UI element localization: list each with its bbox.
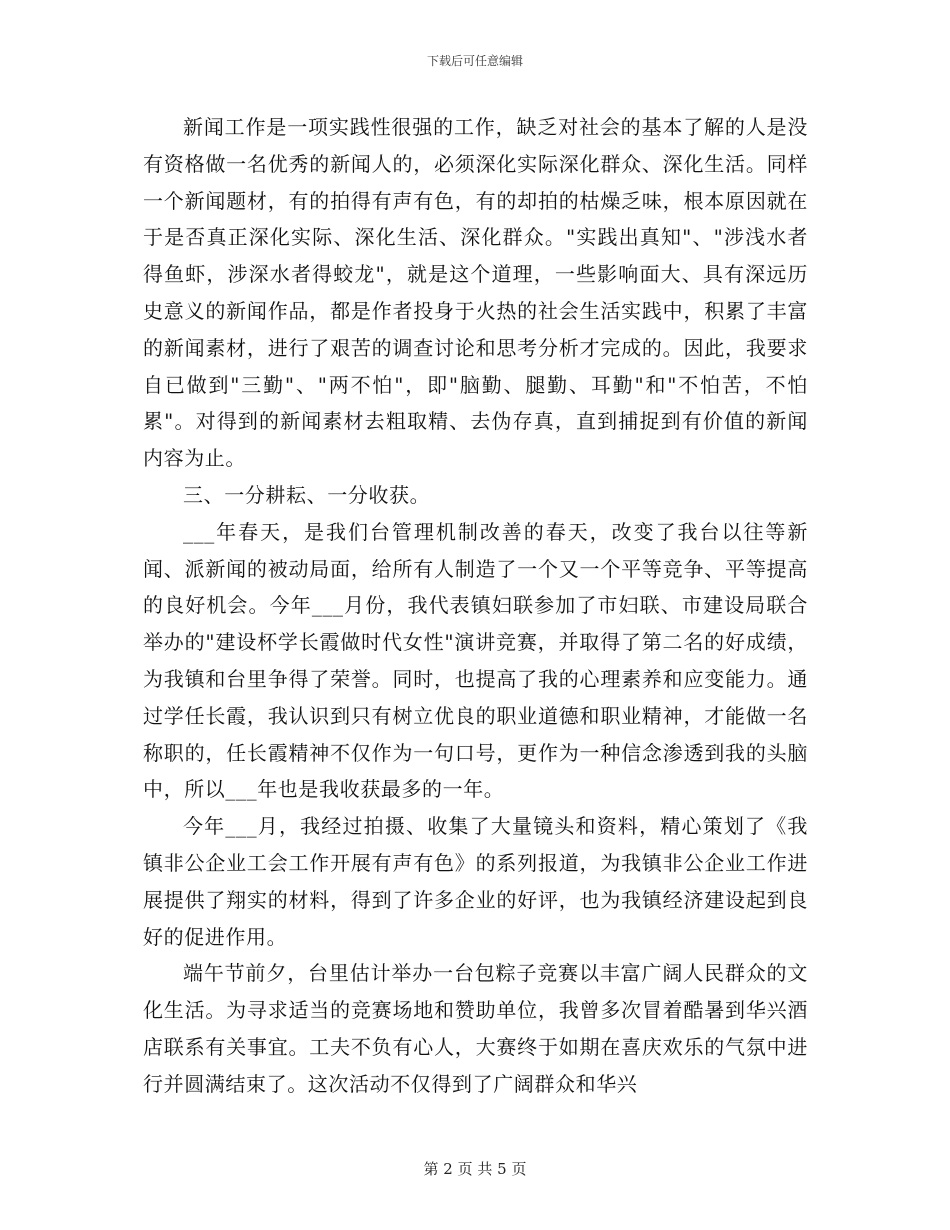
page-footer: 第 2 页 共 5 页	[423, 1160, 527, 1178]
paragraph-news-practice: 新闻工作是一项实践性很强的工作，缺乏对社会的基本了解的人是没有资格做一名优秀的新闻人的，必须深化实际深化群众、深化生活。同样一个新闻题材，有的拍得有声有色，有的却拍的枯燥乏味，根本原因就在于是否真正深化实际、深化生活、深化群众。"实践出真知"、"涉浅水者得鱼虾，涉深水者得蛟龙"，就是这个道理，一些影响面大、具有深远历史意义的新闻作品，都是作者投身于火热的社会生活实践中，积累了丰富的新闻素材，进行了艰苦的调查讨论和思考分析才完成的。因此，我要求自已做到"三勤"、"两不怕"，即"脑勤、腿勤、耳勤"和"不怕苦，不怕累"。对得到的新闻素材去粗取精、去伪存真，直到捕捉到有价值的新闻内容为止。	[143, 115, 808, 471]
paragraph-spring-reform: ___年春天，是我们台管理机制改善的春天，改变了我台以往等新闻、派新闻的被动局面，给所有人制造了一个又一个平等竞争、平等提高的良好机会。今年___月份，我代表镇妇联参加了市妇联、市建设局联合举办的"建设杯学长霞做时代女性"演讲竞赛，并取得了第二名的好成绩，为我镇和台里争得了荣誉。同时，也提高了我的心理素养和应变能力。通过学任长霞，我认识到只有树立优良的职业道德和职业精神，才能做一名称职的，任长霞精神不仅作为一句口号，更作为一种信念渗透到我的头脑中，所以___年也是我收获最多的一年。	[143, 519, 808, 802]
paragraph-dragon-boat-event: 端午节前夕，台里估计举办一台包粽子竞赛以丰富广阔人民群众的文化生活。为寻求适当的竞赛场地和赞助单位，我曾多次冒着酷暑到华兴酒店联系有关事宜。工夫不负有心人，大赛终于如期在喜庆欢乐的气氛中进行并圆满结束了。这次活动不仅得到了广阔群众和华兴	[143, 961, 808, 1096]
paragraph-series-report: 今年___月，我经过拍摄、收集了大量镜头和资料，精心策划了《我镇非公企业工会工作开展有声有色》的系列报道，为我镇非公企业工作进展提供了翔实的材料，得到了许多企业的好评，也为我镇经济建设起到良好的促进作用。	[143, 814, 808, 949]
section-heading-harvest: 三、一分耕耘、一分收获。	[183, 482, 431, 507]
page-header: 下载后可任意编辑	[426, 54, 523, 68]
document-body	[143, 109, 808, 1103]
